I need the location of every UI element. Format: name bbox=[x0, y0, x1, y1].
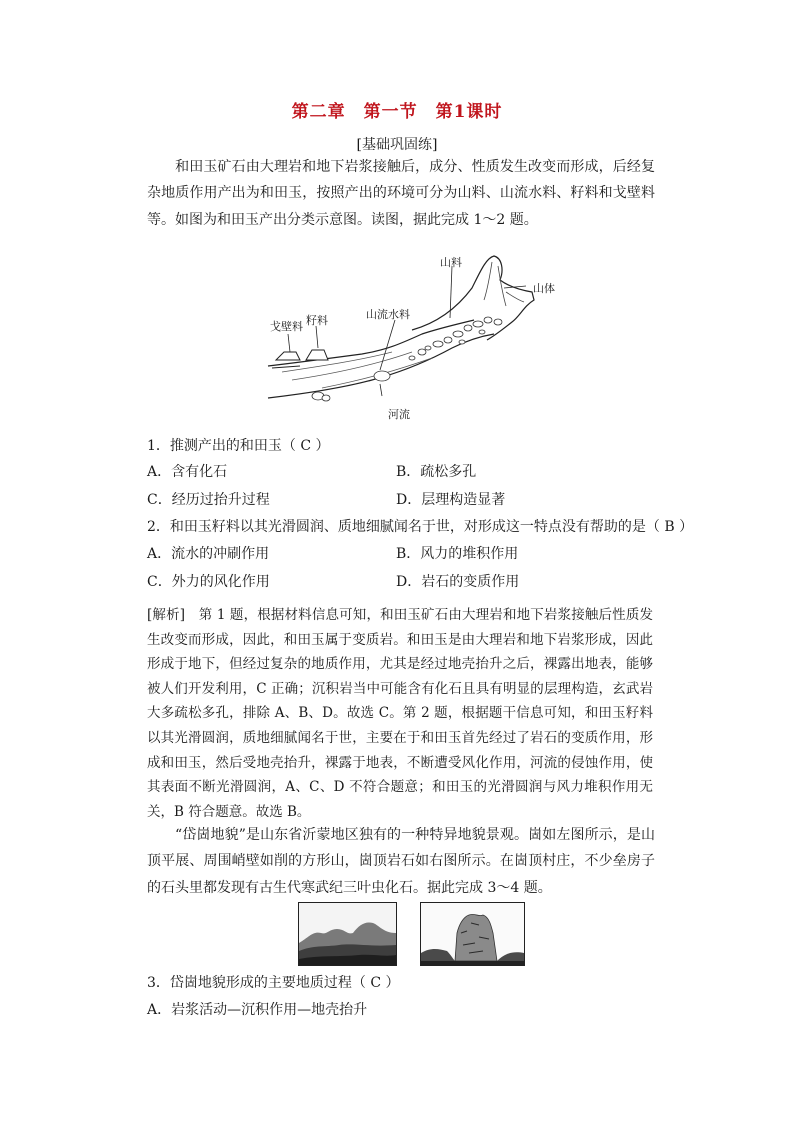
question-2: 2．和田玉籽料以其光滑圆润、质地细腻闻名于世，对形成这一特点没有帮助的是（ B ） bbox=[147, 519, 694, 535]
right-photo-gutop-rock bbox=[420, 902, 525, 966]
label-ziliao: 籽料 bbox=[306, 314, 328, 327]
gobi-stones bbox=[272, 350, 328, 368]
intro-paragraph-2 bbox=[147, 822, 655, 901]
hetian-jade-diagram bbox=[262, 248, 572, 420]
q1-option-a: A．含有化石 bbox=[147, 464, 228, 480]
pebbles bbox=[312, 317, 502, 401]
label-shanliao: 山料 bbox=[440, 256, 462, 269]
q2-option-d: D．岩石的变质作用 bbox=[396, 574, 520, 590]
intro-text-2: “岱崮地貌”是山东省沂蒙地区独有的一种特异地貌景观。崮如左图所示，是山顶平展、周围峭壁如削的方形山，崮顶岩石如右图所示。在崮顶村庄，不少垒房子的石头里都发现有古生代寒武纪三叶虫化石。据此完成 3～4 题。 bbox=[147, 827, 655, 896]
label-shanliushuiliao: 山流水料 bbox=[366, 308, 410, 321]
section-heading: [基础巩固练] bbox=[356, 137, 438, 153]
left-photo-daigu-landform bbox=[298, 902, 397, 966]
q2-option-a: A．流水的冲刷作用 bbox=[147, 546, 270, 562]
q1-option-b: B．疏松多孔 bbox=[396, 464, 477, 480]
q1-option-c: C．经历过抬升过程 bbox=[147, 492, 270, 508]
analysis-paragraph: [解析] 第 1 题，根据材料信息可知，和田玉矿石由大理岩和地下岩浆接触后性质发生改变而形成，因此，和田玉属于变质岩。和田玉是由大理岩和地下岩浆形成，因此形成于地下，但经过复杂的地质作用，尤其是经过地壳抬升之后，裸露出地表，能够被人们开发利用，C 正确；沉积岩当中可能含有化石且具有明显的层理构造，玄武岩大多疏松多孔，排除 A、B、D。故选 C。第 2 题，根据题干信息可知，和田玉籽料以其光滑圆润，质地细腻闻名于世，主要在于和田玉首先经过了岩石的变质作用，形成和田玉，然后受地壳抬升，裸露于地表，不断遭受风化作用，河流的侵蚀作用，使其表面不断光滑圆润，A、C、D 不符合题意；和田玉的光滑圆润与风力堆积作用无关，B 符合题意。故选 B。 bbox=[147, 607, 653, 820]
label-shanti: 山体 bbox=[533, 282, 555, 295]
q2-option-c: C．外力的风化作用 bbox=[147, 574, 270, 590]
question-1: 1．推测产出的和田玉（ C ） bbox=[147, 438, 330, 454]
q1-option-d: D．层理构造显著 bbox=[396, 492, 506, 508]
label-heliu: 河流 bbox=[388, 408, 410, 421]
question-3: 3．岱崮地貌形成的主要地质过程（ C ） bbox=[147, 975, 400, 991]
label-gebiliao: 戈壁料 bbox=[270, 320, 303, 333]
intro-paragraph-1 bbox=[147, 154, 655, 233]
q2-option-b: B．风力的堆积作用 bbox=[396, 546, 519, 562]
intro-text-1: 和田玉矿石由大理岩和地下岩浆接触后，成分、性质发生改变而形成，后经复杂地质作用产出为和田玉，按照产出的环境可分为山料、山流水料、籽料和戈壁料等。如图为和田玉产出分类示意图。读图，据此完成 1～2 题。 bbox=[147, 159, 655, 228]
page-title: 第二章 第一节 第1课时 bbox=[291, 102, 503, 122]
q3-option-a: A．岩浆活动—沉积作用—地壳抬升 bbox=[147, 1002, 368, 1018]
